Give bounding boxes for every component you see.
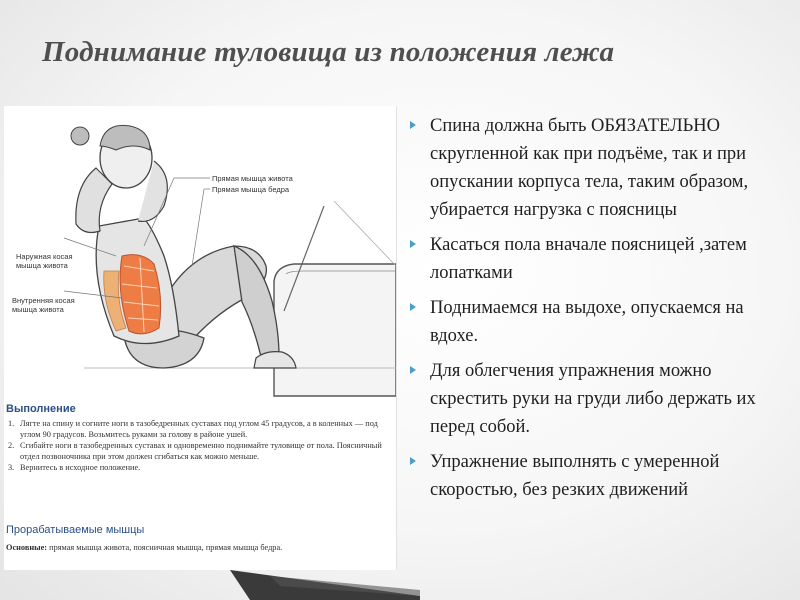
step-number: 1. (8, 419, 15, 428)
bullet-text: Упражнение выполнять с умеренной скоростью, без резких движений (430, 452, 720, 500)
label-rectus-femoris: Прямая мышца бедра (212, 185, 290, 194)
decorative-shadow (230, 566, 420, 600)
label-rectus-abdominis: Прямая мышца живота (212, 174, 293, 183)
bullet-marker-icon (410, 366, 416, 374)
bullet-text: Спина должна быть ОБЯЗАТЕЛЬНО скругленной как при подъёме, так и при опускании корпуса тела, таким образом, убирается нагрузка с поясницы (430, 116, 749, 220)
bullet-text: Поднимаемся на выдохе, опускаемся на вдохе. (430, 298, 744, 346)
bullet-marker-icon (410, 121, 416, 129)
muscles-main (6, 542, 391, 553)
instructions-list (6, 418, 391, 473)
instructions-heading: Выполнение (6, 403, 76, 415)
bullet-text: Для облегчения упражнения можно скрестить руки на груди либо держать их перед собой. (430, 361, 756, 437)
label-internal-oblique-line1: Внутренняя косая (12, 296, 75, 305)
muscles-heading: Прорабатываемые мышцы (6, 524, 145, 536)
step-text: Сгибайте ноги в тазобедренных суставах и одновременно поднимайте туловище от пола. Поясничный отдел позвоночника при этом должен сгибаться как можно меньше. (20, 441, 382, 461)
bullet-marker-icon (410, 303, 416, 311)
slide-title: Поднимание туловища из положения лежа (42, 36, 615, 68)
label-internal-oblique-line2: мышца живота (12, 305, 64, 314)
muscles-main-text: прямая мышца живота, поясничная мышца, прямая мышца бедра. (49, 543, 283, 552)
bullet-item (408, 294, 780, 350)
step-text: Лягте на спину и согните ноги в тазобедренных суставах под углом 45 градусов, а в коленных — под углом 90 градусов. Возьмитесь руками за голову в районе ушей. (20, 419, 378, 439)
muscles-main-label: Основные: (6, 543, 48, 552)
step-text: Вернитесь в исходное положение. (20, 463, 141, 472)
bullet-marker-icon (410, 240, 416, 248)
label-external-oblique-line1: Наружная косая (16, 252, 73, 261)
bullet-item (408, 231, 780, 287)
bullet-text: Касаться пола вначале поясницей ,затем лопатками (430, 235, 747, 283)
exercise-illustration (4, 106, 397, 570)
bullet-item (408, 357, 780, 441)
step-number: 3. (8, 463, 15, 472)
instruction-step (6, 418, 391, 440)
instruction-step (6, 462, 391, 473)
bullet-item (408, 448, 780, 504)
label-external-oblique-line2: мышца живота (16, 261, 68, 270)
bullet-list (408, 112, 780, 511)
instruction-step (6, 440, 391, 462)
step-number: 2. (8, 441, 15, 450)
bullet-marker-icon (410, 457, 416, 465)
bullet-item (408, 112, 780, 224)
